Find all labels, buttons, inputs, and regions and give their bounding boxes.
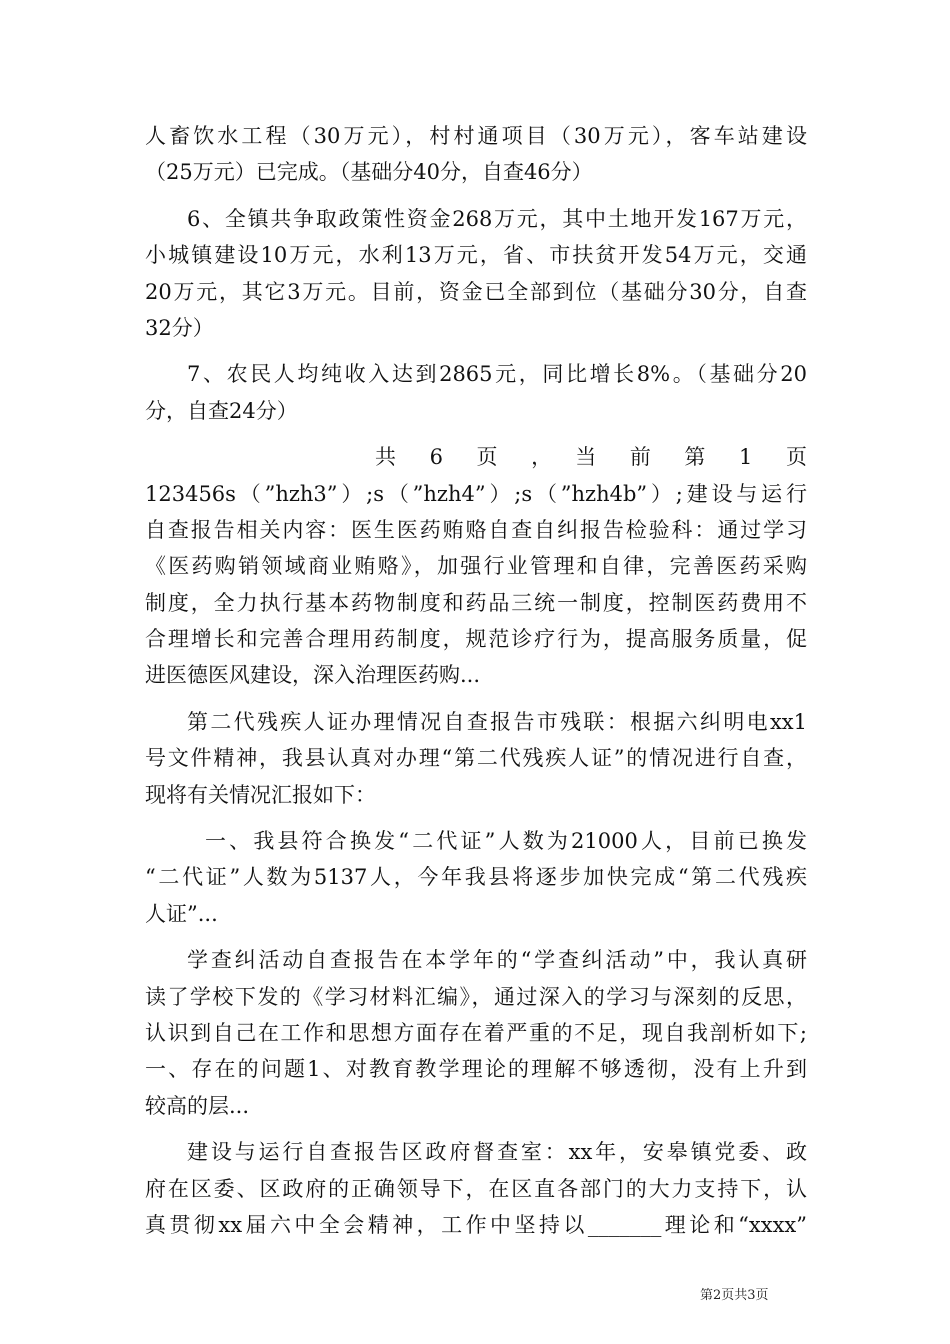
text-line: 自查报告相关内容：医生医药贿赂自查自纠报告检验科：通过学习 [145, 517, 807, 542]
text-line: 小城镇建设10万元，水利13万元，省、市扶贫开发54万元，交通 [145, 243, 807, 268]
paragraph-start-line: 第二代残疾人证办理情况自查报告市残联：根据六纠明电xx1 [187, 709, 807, 734]
text-line: 一、存在的问题1、对教育教学理论的理解不够透彻，没有上升到 [145, 1057, 807, 1082]
paragraph-start-line: 6、全镇共争取政策性资金268万元，其中土地开发167万元， [187, 206, 807, 231]
text-line: 真贯彻xx届六中全会精神，工作中坚持以_______理论和“xxxx” [145, 1212, 807, 1237]
paragraph-start-line: 7、农民人均纯收入达到2865元，同比增长8%。（基础分20 [187, 362, 807, 387]
text-line: 人证”... [145, 901, 218, 926]
document-body [145, 118, 807, 1243]
paragraph-start-line: 学查纠活动自查报告在本学年的“学查纠活动”中，我认真研 [187, 948, 807, 973]
text-line: 人畜饮水工程（30万元），村村通项目（30万元），客车站建设 [145, 124, 807, 148]
text-line: 32分） [145, 315, 214, 340]
paragraph-start-line: 建设与运行自查报告区政府督查室：xx年，安皋镇党委、政 [187, 1140, 807, 1165]
text-line: 《医药购销领域商业贿赂》，加强行业管理和自律，完善医药采购 [145, 554, 807, 579]
text-line: 读了学校下发的《学习材料汇编》，通过深入的学习与深刻的反思， [145, 984, 807, 1009]
text-line: 号文件精神，我县认真对办理“第二代残疾人证”的情况进行自查， [145, 746, 807, 771]
text-line: 合理增长和完善合理用药制度，规范诊疗行为，提高服务质量，促 [145, 627, 807, 652]
page-counter-line: 共 6 页 ， 当 前 第 1 页 [375, 445, 807, 470]
paragraph-start-line: 一、我县符合换发“二代证”人数为21000人，目前已换发 [205, 829, 807, 854]
text-line: （25万元）已完成。（基础分40分，自查46分） [145, 160, 593, 185]
text-line: 认识到自己在工作和思想方面存在着严重的不足，现自我剖析如下; [145, 1020, 807, 1045]
text-line: 制度，全力执行基本药物制度和药品三统一制度，控制医药费用不 [145, 590, 807, 615]
text-line: 分，自查24分） [145, 398, 298, 423]
text-line: 进医德医风建设，深入治理医药购... [145, 663, 481, 688]
text-line: 123456s（”hzh3”）;s（”hzh4”）;s（”hzh4b”）;建设与运行 [145, 481, 807, 506]
text-line: “二代证”人数为5137人，今年我县将逐步加快完成“第二代残疾 [145, 865, 807, 890]
text-line: 较高的层... [145, 1093, 250, 1118]
text-line: 现将有关情况汇报如下： [145, 782, 376, 807]
page-number-footer: 第2页共3页 [700, 1288, 769, 1303]
text-line: 20万元，其它3万元。目前，资金已全部到位（基础分30分，自查 [145, 279, 807, 304]
text-line: 府在区委、区政府的正确领导下，在区直各部门的大力支持下，认 [145, 1176, 807, 1201]
